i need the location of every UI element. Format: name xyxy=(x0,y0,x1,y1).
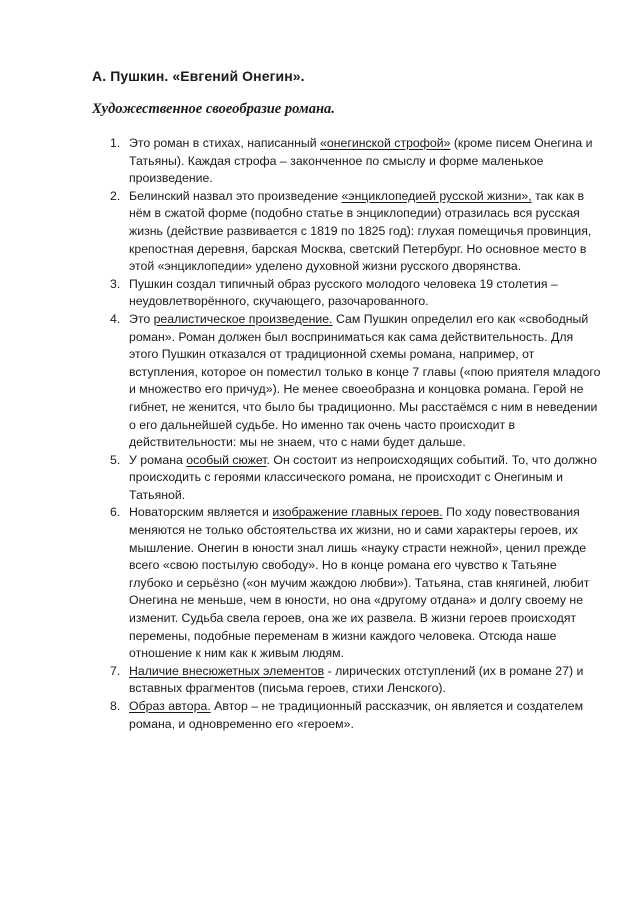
item-text-post: Сам Пушкин определил его как «свободный роман». Роман должен был восприниматься как сама действительность. Для этого Пушкин отказался от традиционной схемы романа, например, от вступления, которое он поместил только в конце 7 главы («пою приятеля младого и множество его причуд»). Не менее своеобразна и концовка романа. Герой не гибнет, не женится, что было бы традиционно. Мы расстаёмся с ним в неведении о его дальнейшей судьбе. Но именно так очень часто происходит в действительности: мы не знаем, что с нами будет дальше. xyxy=(129,311,601,450)
item-number: 8. xyxy=(110,699,121,713)
item-text-post: (кроме писем Онегина и Татьяны). Каждая строфа – законченное по смыслу и форме маленькое произведение. xyxy=(129,136,593,186)
item-text-post: По ходу повествования меняются не только обстоятельства их жизни, но и сами характеры героев, их мышление. Онегин в юности знал лишь «науку страсти нежной», ценил прежде всего «свою постылую свободу». Но в конце романа его чувство к Татьяне глубоко и серьёзно («он мучим жаждою любви»). Татьяна, став княгиней, любит Онегина не меньше, чем в юности, но она «другому отдана» и долгу своему не изменит. Судьба свела героев, она же их развела. В жизни героев происходят перемены, подобные переменам в жизни каждого человека. Отсюда наше отношение к ним как к живым людям. xyxy=(129,505,590,661)
item-text-post: Автор – не традиционный рассказчик, он является и создателем романа, и одновременно его «героем». xyxy=(129,699,584,731)
item-number: 4. xyxy=(110,311,121,326)
list-item xyxy=(92,504,602,662)
section-subtitle: Художественное своеобразие романа. xyxy=(92,101,335,117)
item-text xyxy=(129,311,602,452)
item-text-underlined: «энциклопедией русской жизни», xyxy=(341,188,532,203)
page-title: А. Пушкин. «Евгений Онегин». xyxy=(92,68,305,84)
item-number: 6. xyxy=(110,505,121,520)
item-text xyxy=(129,452,602,505)
item-text xyxy=(129,504,602,662)
item-text xyxy=(129,663,602,698)
list-item xyxy=(92,311,602,452)
item-text xyxy=(129,135,602,188)
item-text xyxy=(129,698,602,733)
item-text-pre: Это роман в стихах, написанный xyxy=(129,136,321,150)
list-item xyxy=(92,698,602,733)
item-text-pre: У романа xyxy=(129,452,187,467)
list-item xyxy=(92,188,602,276)
item-text xyxy=(129,276,602,311)
numbered-list xyxy=(92,135,602,733)
item-number: 1. xyxy=(110,136,121,150)
list-item xyxy=(92,663,602,698)
item-text-underlined: особый сюжет xyxy=(186,452,267,467)
list-item xyxy=(92,135,602,188)
item-text-underlined: Образ автора. xyxy=(129,699,211,713)
list-item xyxy=(92,276,602,311)
list-item xyxy=(92,452,602,505)
item-number: 3. xyxy=(110,276,121,291)
item-text-post: так как в нём в сжатой форме (подобно статье в энциклопедии) отразилась вся русская жизнь (действие развивается с 1819 по 1825 год): глухая помещичья провинция, крепостная деревня, барская Москва, светский Петербург. Но основное место в этой «энциклопедии» уделено духовной жизни русского дворянства. xyxy=(129,188,592,274)
item-text-pre: Это xyxy=(129,311,154,326)
item-text xyxy=(129,188,602,276)
item-number: 2. xyxy=(110,188,121,203)
item-text-underlined: Наличие внесюжетных элементов xyxy=(129,663,325,678)
item-number: 7. xyxy=(110,663,121,678)
item-text-pre: Белинский назвал это произведение xyxy=(129,188,342,203)
item-text-underlined: «онегинской строфой» xyxy=(320,136,451,150)
item-text-pre: Пушкин создал типичный образ русского молодого человека 19 столетия – неудовлетворённого, скучающего, разочарованного. xyxy=(129,276,558,309)
item-text-underlined: реалистическое произведение. xyxy=(153,311,333,326)
item-text-post: - лирических отступлений (их в романе 27) и вставных фрагментов (письма героев, стихи Ленского). xyxy=(129,663,584,696)
item-text-underlined: изображение главных героев. xyxy=(272,505,443,520)
item-text-pre: Новаторским является и xyxy=(129,505,273,520)
item-text-post: . Он состоит из непроисходящих событий. То, что должно происходить с героями классического романа, не происходит с Онегиным и Татьяной. xyxy=(129,452,597,502)
item-number: 5. xyxy=(110,452,121,467)
